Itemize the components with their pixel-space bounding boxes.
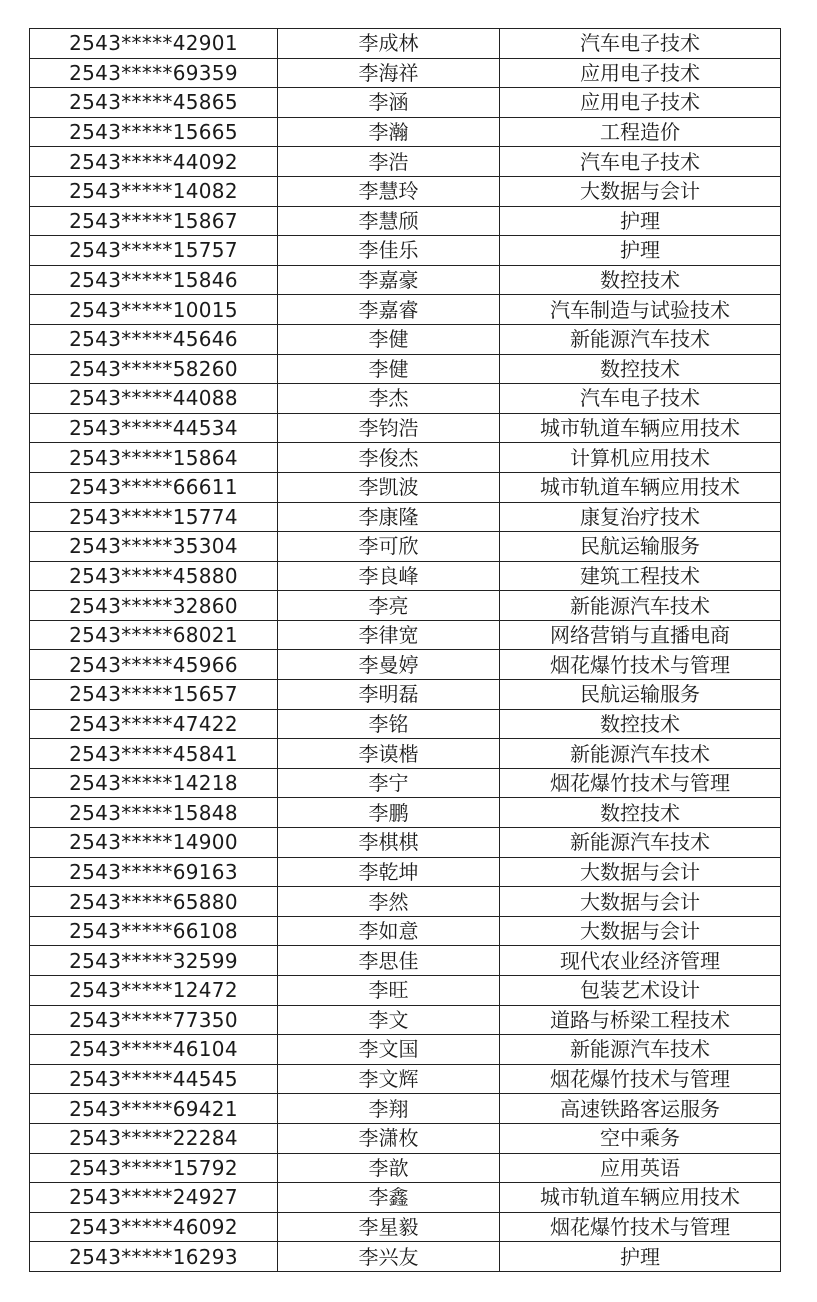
student-major-cell: 数控技术 — [500, 798, 781, 828]
table-row — [30, 1242, 781, 1272]
table-row — [30, 1064, 781, 1094]
student-major-cell: 汽车电子技术 — [500, 384, 781, 414]
student-id-cell: 2543*****15846 — [30, 265, 278, 295]
table-row — [30, 561, 781, 591]
student-major-cell: 道路与桥梁工程技术 — [500, 1005, 781, 1035]
student-major-cell: 新能源汽车技术 — [500, 828, 781, 858]
student-major-cell: 新能源汽车技术 — [500, 1035, 781, 1065]
student-id-cell: 2543*****45841 — [30, 739, 278, 769]
table-row — [30, 620, 781, 650]
student-name-cell: 李健 — [278, 324, 500, 354]
student-major-cell: 计算机应用技术 — [500, 443, 781, 473]
student-major-cell: 护理 — [500, 1242, 781, 1272]
table-row — [30, 324, 781, 354]
table-row — [30, 502, 781, 532]
student-id-cell: 2543*****42901 — [30, 29, 278, 59]
student-id-cell: 2543*****45880 — [30, 561, 278, 591]
student-major-cell: 民航运输服务 — [500, 680, 781, 710]
student-id-cell: 2543*****47422 — [30, 709, 278, 739]
student-name-cell: 李谟楷 — [278, 739, 500, 769]
table-row — [30, 532, 781, 562]
table-row — [30, 295, 781, 325]
table-row — [30, 798, 781, 828]
student-id-cell: 2543*****69163 — [30, 857, 278, 887]
student-name-cell: 李然 — [278, 887, 500, 917]
student-name-cell: 李亮 — [278, 591, 500, 621]
student-id-cell: 2543*****15757 — [30, 236, 278, 266]
table-row — [30, 1153, 781, 1183]
student-name-cell: 李凯波 — [278, 472, 500, 502]
student-id-cell: 2543*****15864 — [30, 443, 278, 473]
table-row — [30, 88, 781, 118]
table-row — [30, 472, 781, 502]
table-row — [30, 946, 781, 976]
roster-sheet — [29, 28, 780, 1272]
student-name-cell: 李嘉豪 — [278, 265, 500, 295]
student-major-cell: 民航运输服务 — [500, 532, 781, 562]
student-name-cell: 李瀚 — [278, 117, 500, 147]
table-row — [30, 1123, 781, 1153]
table-row — [30, 384, 781, 414]
table-row — [30, 680, 781, 710]
table-row — [30, 709, 781, 739]
table-row — [30, 206, 781, 236]
student-id-cell: 2543*****66611 — [30, 472, 278, 502]
table-row — [30, 591, 781, 621]
table-row — [30, 176, 781, 206]
student-major-cell: 数控技术 — [500, 354, 781, 384]
table-row — [30, 443, 781, 473]
student-major-cell: 数控技术 — [500, 709, 781, 739]
table-row — [30, 887, 781, 917]
student-major-cell: 康复治疗技术 — [500, 502, 781, 532]
student-name-cell: 李思佳 — [278, 946, 500, 976]
student-major-cell: 大数据与会计 — [500, 857, 781, 887]
table-row — [30, 1212, 781, 1242]
student-id-cell: 2543*****44534 — [30, 413, 278, 443]
student-major-cell: 现代农业经济管理 — [500, 946, 781, 976]
student-id-cell: 2543*****15867 — [30, 206, 278, 236]
student-id-cell: 2543*****32860 — [30, 591, 278, 621]
table-row — [30, 58, 781, 88]
table-row — [30, 768, 781, 798]
student-major-cell: 新能源汽车技术 — [500, 591, 781, 621]
student-id-cell: 2543*****14218 — [30, 768, 278, 798]
student-id-cell: 2543*****32599 — [30, 946, 278, 976]
student-name-cell: 李铭 — [278, 709, 500, 739]
student-id-cell: 2543*****45646 — [30, 324, 278, 354]
table-row — [30, 739, 781, 769]
student-name-cell: 李宁 — [278, 768, 500, 798]
student-name-cell: 李慧颀 — [278, 206, 500, 236]
student-id-cell: 2543*****44545 — [30, 1064, 278, 1094]
student-name-cell: 李钧浩 — [278, 413, 500, 443]
student-major-cell: 应用电子技术 — [500, 58, 781, 88]
table-row — [30, 1035, 781, 1065]
student-id-cell: 2543*****77350 — [30, 1005, 278, 1035]
student-major-cell: 城市轨道车辆应用技术 — [500, 413, 781, 443]
student-major-cell: 新能源汽车技术 — [500, 739, 781, 769]
table-row — [30, 1094, 781, 1124]
student-name-cell: 李杰 — [278, 384, 500, 414]
student-major-cell: 城市轨道车辆应用技术 — [500, 472, 781, 502]
student-major-cell: 应用电子技术 — [500, 88, 781, 118]
table-row — [30, 916, 781, 946]
student-id-cell: 2543*****15792 — [30, 1153, 278, 1183]
student-id-cell: 2543*****46092 — [30, 1212, 278, 1242]
student-name-cell: 李可欣 — [278, 532, 500, 562]
student-major-cell: 工程造价 — [500, 117, 781, 147]
student-major-cell: 空中乘务 — [500, 1123, 781, 1153]
student-name-cell: 李嘉睿 — [278, 295, 500, 325]
student-name-cell: 李文国 — [278, 1035, 500, 1065]
table-row — [30, 29, 781, 59]
student-id-cell: 2543*****44088 — [30, 384, 278, 414]
student-major-cell: 新能源汽车技术 — [500, 324, 781, 354]
student-name-cell: 李良峰 — [278, 561, 500, 591]
student-major-cell: 烟花爆竹技术与管理 — [500, 1064, 781, 1094]
student-major-cell: 汽车电子技术 — [500, 29, 781, 59]
student-id-cell: 2543*****15665 — [30, 117, 278, 147]
student-id-cell: 2543*****16293 — [30, 1242, 278, 1272]
student-id-cell: 2543*****15848 — [30, 798, 278, 828]
table-row — [30, 650, 781, 680]
student-name-cell: 李律宽 — [278, 620, 500, 650]
student-major-cell: 应用英语 — [500, 1153, 781, 1183]
student-id-cell: 2543*****45966 — [30, 650, 278, 680]
student-id-cell: 2543*****24927 — [30, 1183, 278, 1213]
student-major-cell: 烟花爆竹技术与管理 — [500, 1212, 781, 1242]
table-row — [30, 354, 781, 384]
student-major-cell: 大数据与会计 — [500, 916, 781, 946]
table-row — [30, 1183, 781, 1213]
student-id-cell: 2543*****69421 — [30, 1094, 278, 1124]
student-name-cell: 李乾坤 — [278, 857, 500, 887]
student-name-cell: 李成林 — [278, 29, 500, 59]
student-id-cell: 2543*****10015 — [30, 295, 278, 325]
student-major-cell: 烟花爆竹技术与管理 — [500, 768, 781, 798]
table-row — [30, 265, 781, 295]
table-row — [30, 236, 781, 266]
student-name-cell: 李旺 — [278, 976, 500, 1006]
student-major-cell: 网络营销与直播电商 — [500, 620, 781, 650]
student-name-cell: 李涵 — [278, 88, 500, 118]
student-major-cell: 汽车制造与试验技术 — [500, 295, 781, 325]
table-row — [30, 117, 781, 147]
student-name-cell: 李浩 — [278, 147, 500, 177]
student-id-cell: 2543*****35304 — [30, 532, 278, 562]
student-name-cell: 李鑫 — [278, 1183, 500, 1213]
student-name-cell: 李康隆 — [278, 502, 500, 532]
student-id-cell: 2543*****65880 — [30, 887, 278, 917]
student-major-cell: 高速铁路客运服务 — [500, 1094, 781, 1124]
student-id-cell: 2543*****14900 — [30, 828, 278, 858]
student-name-cell: 李棋棋 — [278, 828, 500, 858]
student-id-cell: 2543*****22284 — [30, 1123, 278, 1153]
student-id-cell: 2543*****15657 — [30, 680, 278, 710]
student-major-cell: 大数据与会计 — [500, 176, 781, 206]
student-id-cell: 2543*****66108 — [30, 916, 278, 946]
table-row — [30, 413, 781, 443]
student-name-cell: 李潇枚 — [278, 1123, 500, 1153]
student-name-cell: 李健 — [278, 354, 500, 384]
student-major-cell: 护理 — [500, 206, 781, 236]
student-id-cell: 2543*****45865 — [30, 88, 278, 118]
student-name-cell: 李如意 — [278, 916, 500, 946]
student-id-cell: 2543*****58260 — [30, 354, 278, 384]
student-name-cell: 李佳乐 — [278, 236, 500, 266]
student-name-cell: 李翔 — [278, 1094, 500, 1124]
student-name-cell: 李慧玲 — [278, 176, 500, 206]
student-name-cell: 李俊杰 — [278, 443, 500, 473]
student-major-cell: 数控技术 — [500, 265, 781, 295]
student-name-cell: 李文 — [278, 1005, 500, 1035]
student-name-cell: 李海祥 — [278, 58, 500, 88]
student-major-cell: 护理 — [500, 236, 781, 266]
table-row — [30, 828, 781, 858]
table-row — [30, 1005, 781, 1035]
student-name-cell: 李星毅 — [278, 1212, 500, 1242]
student-name-cell: 李文辉 — [278, 1064, 500, 1094]
student-id-cell: 2543*****12472 — [30, 976, 278, 1006]
student-major-cell: 烟花爆竹技术与管理 — [500, 650, 781, 680]
student-major-cell: 城市轨道车辆应用技术 — [500, 1183, 781, 1213]
student-id-cell: 2543*****68021 — [30, 620, 278, 650]
table-row — [30, 976, 781, 1006]
table-row — [30, 857, 781, 887]
student-name-cell: 李歆 — [278, 1153, 500, 1183]
student-id-cell: 2543*****69359 — [30, 58, 278, 88]
student-name-cell: 李鹏 — [278, 798, 500, 828]
student-major-cell: 汽车电子技术 — [500, 147, 781, 177]
student-major-cell: 包装艺术设计 — [500, 976, 781, 1006]
student-id-cell: 2543*****15774 — [30, 502, 278, 532]
student-name-cell: 李明磊 — [278, 680, 500, 710]
roster-table — [29, 28, 781, 1272]
student-name-cell: 李曼婷 — [278, 650, 500, 680]
table-row — [30, 147, 781, 177]
student-id-cell: 2543*****46104 — [30, 1035, 278, 1065]
student-id-cell: 2543*****44092 — [30, 147, 278, 177]
student-name-cell: 李兴友 — [278, 1242, 500, 1272]
student-id-cell: 2543*****14082 — [30, 176, 278, 206]
student-major-cell: 建筑工程技术 — [500, 561, 781, 591]
student-major-cell: 大数据与会计 — [500, 887, 781, 917]
roster-table-body — [30, 29, 781, 1272]
